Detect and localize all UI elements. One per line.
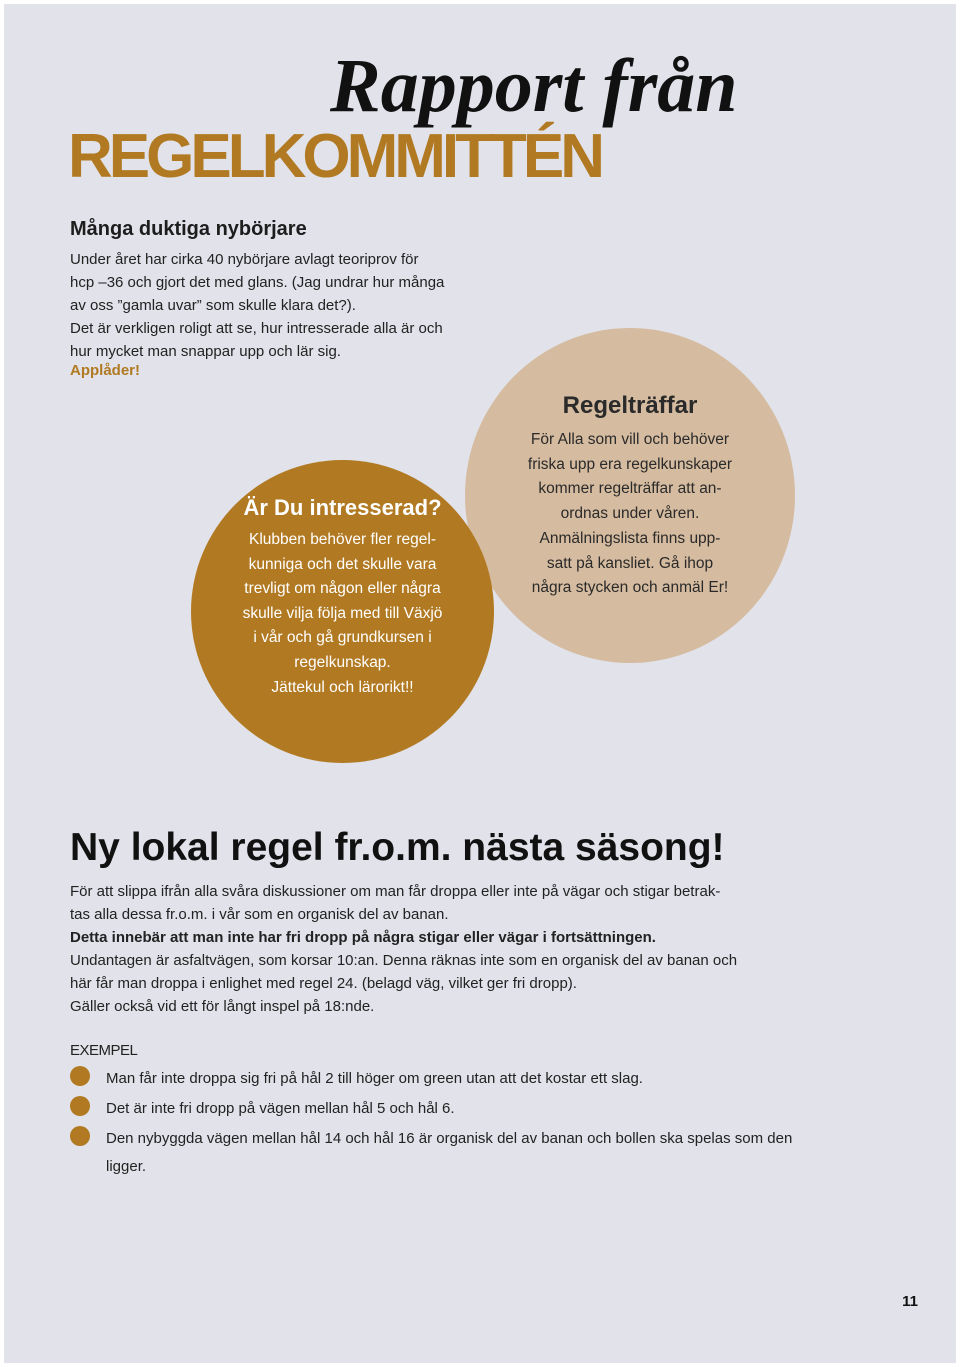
circle-line: satt på kansliet. Gå ihop (546, 554, 714, 572)
circle-line: För Alla som vill och behöver (530, 431, 730, 448)
cheer-text: Applåder! (70, 362, 141, 379)
title-main: REGELKOMMITTÉN (68, 122, 601, 191)
circle-line: i vår och gå grundkursen i (253, 629, 432, 647)
section-body-nybörjare (70, 248, 520, 363)
circle-line: trevligt om någon eller några (244, 580, 441, 598)
body-line: hcp –36 och gjort det med glans. (Jag undrar hur många (70, 274, 445, 291)
body-line-emphasis: Detta innebär att man inte har fri dropp på några stigar eller vägar i fortsättningen. (70, 929, 656, 946)
circle-line: kommer regelträffar att an- (538, 480, 722, 498)
circle-intresserad-body (191, 528, 494, 700)
bullet-icon (70, 1126, 90, 1146)
circle-line: regelkunskap. (294, 653, 391, 671)
example-label: EXEMPEL (70, 1042, 138, 1059)
body-line: här får man droppa i enlighet med regel 24. (belagd väg, vilket ger fri dropp). (70, 975, 577, 992)
circle-line: kunniga och det skulle vara (248, 555, 437, 573)
example-text: Man får inte droppa sig fri på hål 2 till höger om green utan att det kostar ett slag. (106, 1070, 643, 1087)
circle-line: ordnas under våren. (560, 505, 700, 523)
body-line: Det är verkligen roligt att se, hur intresserade alla är och (70, 320, 443, 337)
circle-line: Anmälningslista finns upp- (539, 529, 721, 547)
page-number: 11 (902, 1293, 918, 1310)
example-text: Den nybyggda vägen mellan hål 14 och hål 16 är organisk del av banan och bollen ska spelas som den ligger. (106, 1130, 793, 1175)
circle-line: skulle vilja följa med till Växjö (242, 604, 443, 622)
body-line: Under året har cirka 40 nybörjare avlagt teoriprov för (70, 251, 419, 268)
body-line: För att slippa ifrån alla svåra diskussioner om man får droppa eller inte på vägar och stigar betrak- (70, 883, 721, 900)
title-script: Rapport från (330, 44, 738, 128)
bullet-icon (70, 1066, 90, 1086)
circle-line: Jättekul och lärorikt!! (271, 678, 414, 696)
body-line: hur mycket man snappar upp och lär sig. (70, 343, 341, 360)
section-body-lokal-regel (70, 880, 840, 1018)
circle-regeltraffar-heading: Regelträffar (562, 392, 698, 419)
circle-line: Klubben behöver fler regel- (249, 531, 436, 548)
circle-line: några stycken och anmäl Er! (531, 579, 729, 597)
circle-regeltraffar-body (465, 428, 795, 601)
body-line: tas alla dessa fr.o.m. i vår som en organisk del av banan. (70, 906, 449, 923)
circle-line: friska upp era regelkunskaper (527, 455, 733, 473)
body-line: av oss ”gamla uvar” som skulle klara det?). (70, 297, 356, 314)
example-text: Det är inte fri dropp på vägen mellan hål 5 och hål 6. (106, 1100, 455, 1117)
body-line: Undantagen är asfaltvägen, som korsar 10:an. Denna räknas inte som en organisk del av banan och (70, 952, 738, 969)
section-heading-lokal-regel: Ny lokal regel fr.o.m. nästa säsong! (70, 826, 725, 869)
body-line: Gäller också vid ett för långt inspel på 18:nde. (70, 998, 375, 1015)
bullet-icon (70, 1096, 90, 1116)
circle-intresserad-heading: Är Du intresserad? (243, 495, 442, 520)
section-heading-nybörjare: Många duktiga nybörjare (70, 218, 307, 240)
